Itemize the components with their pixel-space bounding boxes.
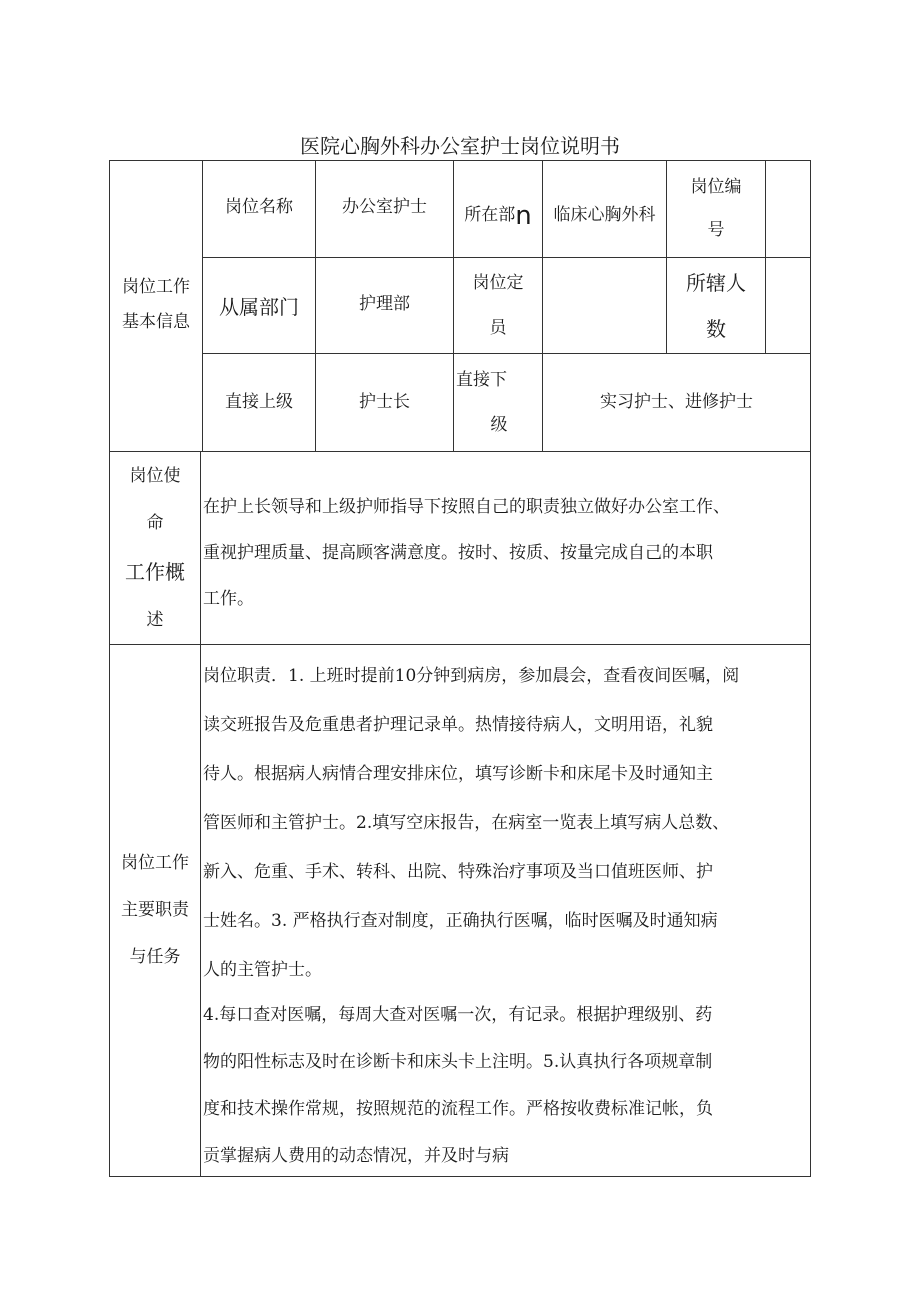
mission-label: 岗位使 命 工作概 述 bbox=[125, 465, 185, 630]
post-no-value bbox=[766, 166, 810, 252]
parent-dept-label: 从属部门 bbox=[219, 295, 299, 319]
dept-label: 所在部 n bbox=[464, 201, 532, 231]
subordinates-value bbox=[766, 260, 810, 352]
duties-line: 新入、危重、手术、转科、出院、特殊治疗事项及当口值班医师、护 bbox=[203, 862, 713, 882]
parent-dept-value: 护理部 bbox=[359, 294, 410, 315]
direct-sub-label: 直接下 级 bbox=[456, 370, 508, 435]
duties-line: 度和技术操作常规，按照规范的流程工作。严格按收费标准记帐，负 bbox=[203, 1099, 713, 1119]
duties-line: 士姓名。3. 严格执行查对制度，正确执行医嘱，临时医嘱及时通知病 bbox=[203, 911, 718, 931]
superior-label: 直接上级 bbox=[225, 392, 293, 413]
basic-info-label-line1: 岗位工作 bbox=[122, 276, 190, 297]
dept-label-suffix: n bbox=[515, 201, 532, 231]
post-no-label: 岗位编 号 bbox=[690, 177, 742, 240]
duties-line: 物的阳性标志及时在诊断卡和床头卡上注明。5.认真执行各项规章制 bbox=[203, 1052, 713, 1072]
duties-text-part1 bbox=[203, 652, 809, 995]
duties-line: 岗位职责．1. 上班时提前10分钟到病房，参加晨会，查看夜间医嘱，阅 bbox=[203, 666, 740, 686]
duties-line: 读交班报告及危重患者护理记录单。热情接待病人，文明用语，礼貌 bbox=[203, 715, 713, 735]
post-name-label: 岗位名称 bbox=[225, 197, 293, 218]
basic-info-label-line2: 基本信息 bbox=[122, 312, 190, 332]
duties-line: 4.每口查对医嘱，每周大查对医嘱一次，有记录。根据护理级别、药 bbox=[203, 1005, 713, 1025]
duties-line: 待人。根据病人病情合理安排床位，填写诊断卡和床尾卡及时通知主 bbox=[203, 764, 713, 784]
superior-value: 护士长 bbox=[359, 392, 410, 413]
mission-text: 在护上长领导和上级护师指导下按照自己的职责独立做好办公室工作、 重视护理质量、提高顾客满意度。按时、按质、按量完成自己的本职 工作。 bbox=[203, 497, 730, 609]
duties-text-part2 bbox=[203, 992, 809, 1180]
duties-line: 人的主管护士。 bbox=[203, 960, 322, 980]
subordinates-label: 所辖人 数 bbox=[686, 271, 746, 341]
basic-info-section-label bbox=[110, 255, 202, 355]
duties-label: 岗位工作 主要职责 与任务 bbox=[121, 852, 189, 967]
dept-value: 临床心胸外科 bbox=[553, 205, 656, 226]
direct-sub-value: 实习护士、进修护士 bbox=[600, 392, 753, 413]
duties-line: 贡掌握病人费用的动态情况，并及时与病 bbox=[203, 1146, 509, 1166]
duties-line: 管医师和主管护士。2.填写空床报告，在病室一览表上填写病人总数、 bbox=[203, 813, 730, 833]
staff-quota-label: 岗位定 员 bbox=[472, 273, 524, 338]
page-title: 医院心胸外科办公室护士岗位说明书 bbox=[300, 134, 620, 158]
post-name-value: 办公室护士 bbox=[342, 197, 427, 218]
staff-quota-value bbox=[543, 262, 666, 350]
